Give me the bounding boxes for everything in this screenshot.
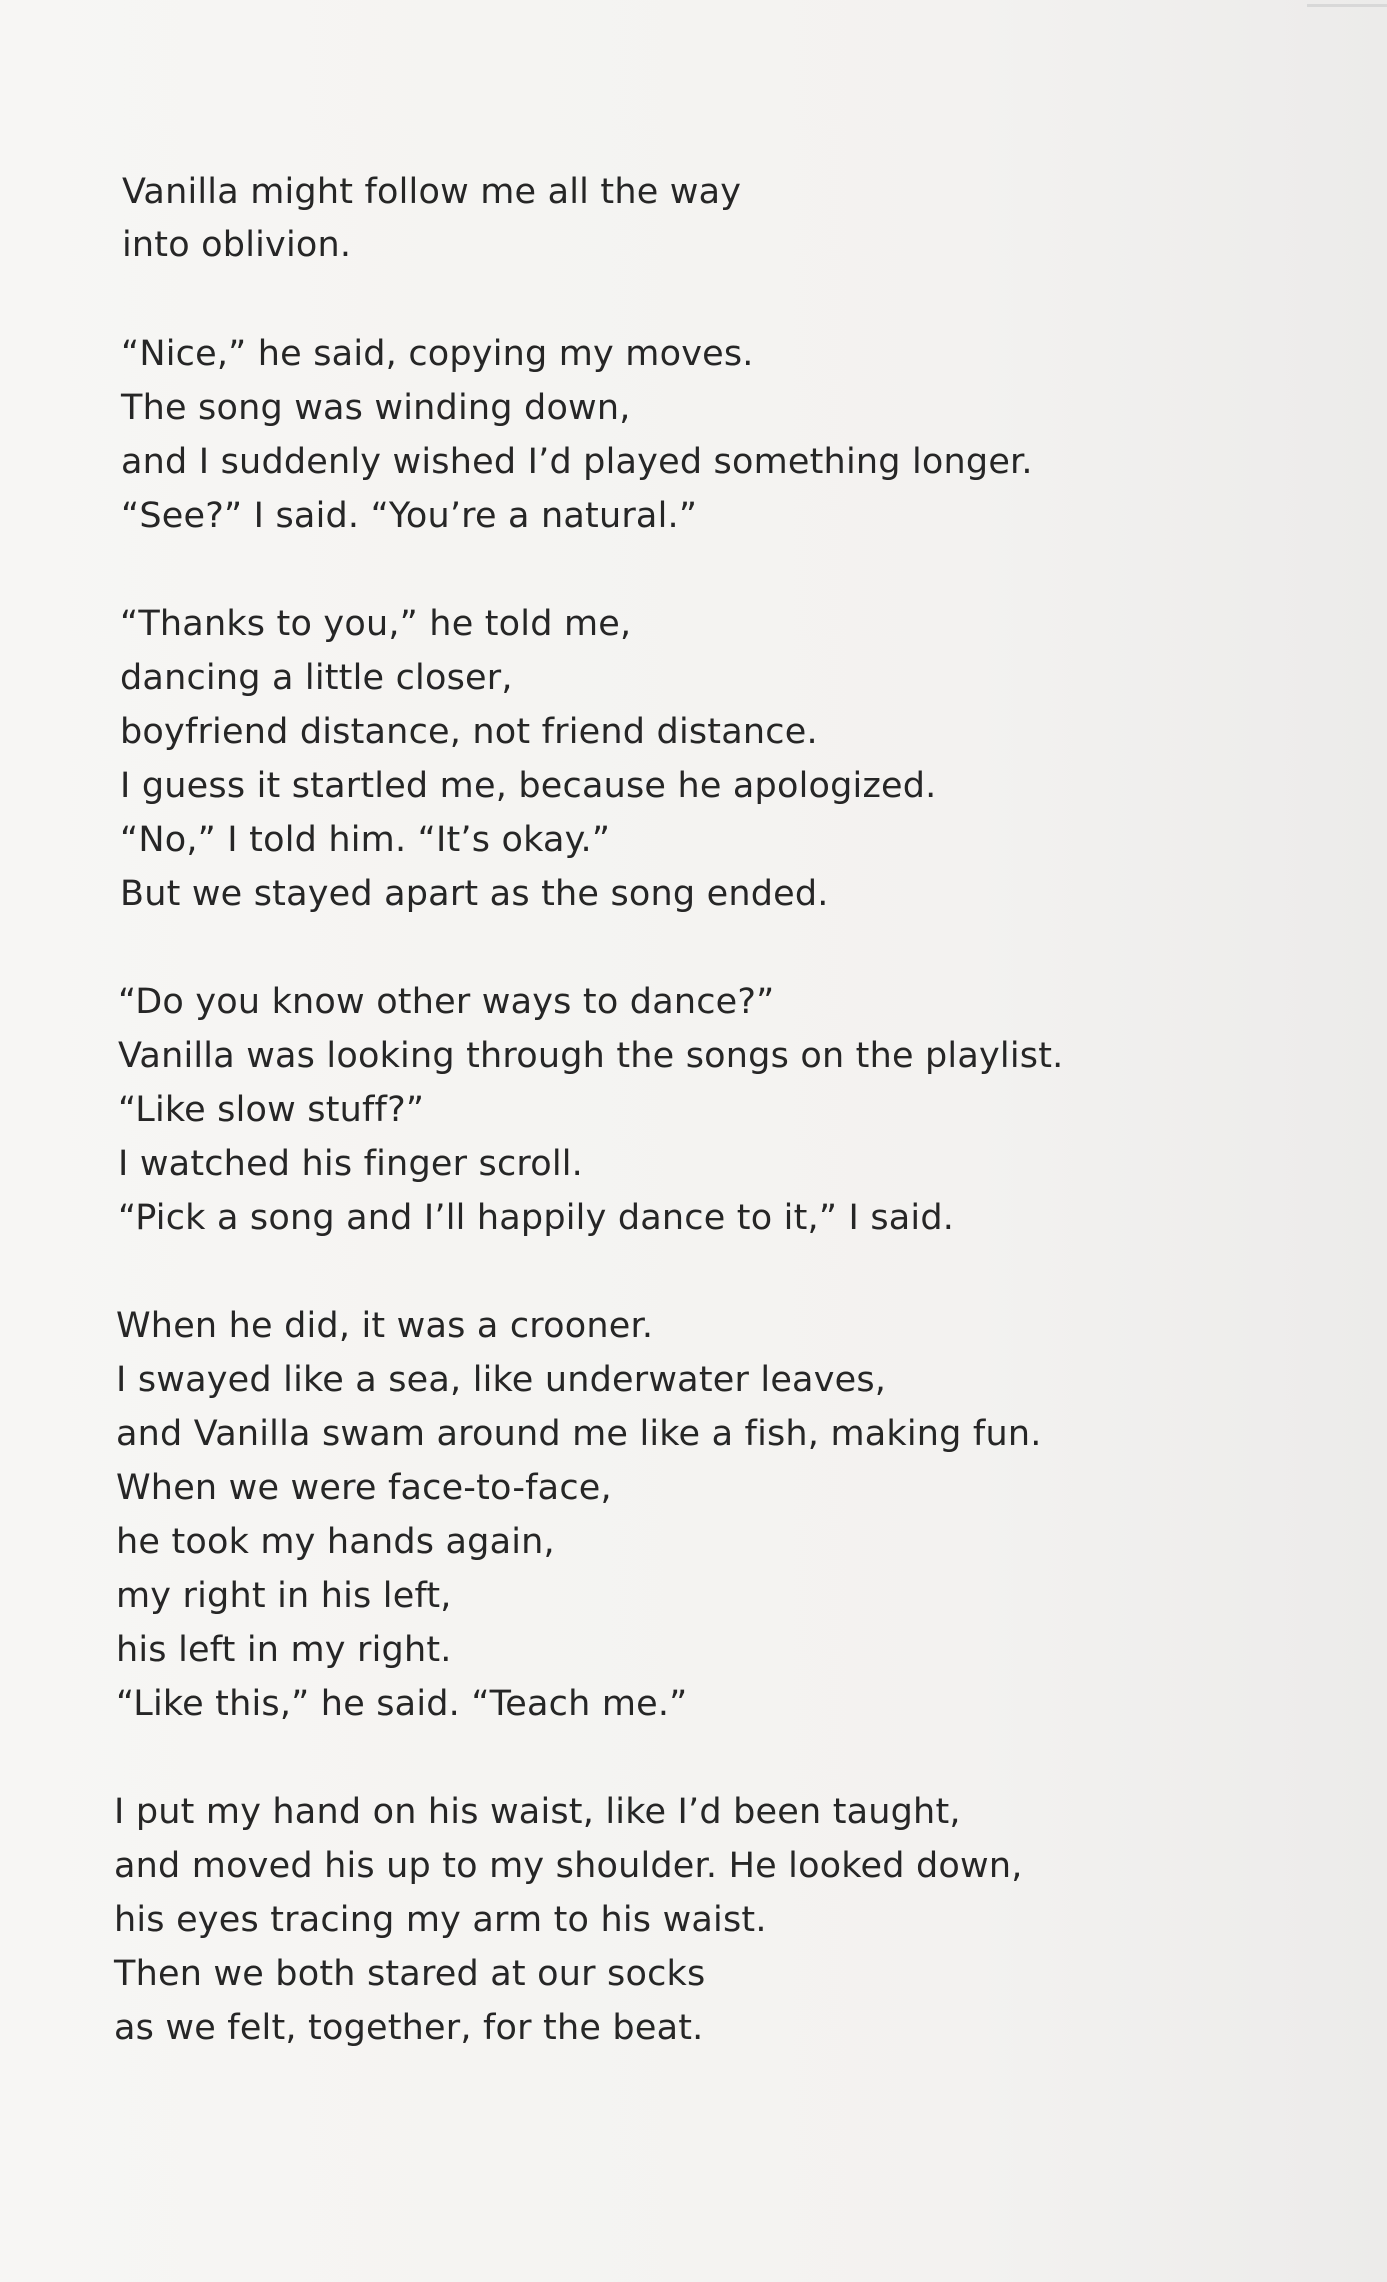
poem-line: I watched his finger scroll. <box>118 1144 583 1184</box>
poem-line: “Do you know other ways to dance?” <box>118 982 775 1022</box>
poem-line: his eyes tracing my arm to his waist. <box>114 1900 767 1940</box>
poem-line: I put my hand on his waist, like I’d been taught, <box>114 1792 961 1832</box>
poem-line: I guess it startled me, because he apologized. <box>120 766 937 806</box>
poem-line: The song was winding down, <box>121 388 631 428</box>
poem-line: dancing a little closer, <box>120 658 513 698</box>
poem-line: into oblivion. <box>122 225 352 265</box>
poem-line: “Like this,” he said. “Teach me.” <box>116 1684 688 1724</box>
poem-line: “Pick a song and I’ll happily dance to it,” I said. <box>118 1198 955 1238</box>
poem-line: and I suddenly wished I’d played something longer. <box>121 442 1033 482</box>
poem-line: When we were face-to-face, <box>116 1468 612 1508</box>
poem-line: “Nice,” he said, copying my moves. <box>121 334 754 374</box>
poem-line: as we felt, together, for the beat. <box>114 2008 704 2048</box>
poem-line: “Like slow stuff?” <box>118 1090 425 1130</box>
poem-line: When he did, it was a crooner. <box>116 1306 654 1346</box>
page-edge-mark <box>1307 4 1387 7</box>
poem-line: boyfriend distance, not friend distance. <box>120 712 818 752</box>
poem-line: “Thanks to you,” he told me, <box>120 604 632 644</box>
poem-line: he took my hands again, <box>116 1522 555 1562</box>
poem-line: I swayed like a sea, like underwater leaves, <box>116 1360 887 1400</box>
poem-line: “No,” I told him. “It’s okay.” <box>120 820 611 860</box>
poem-line: “See?” I said. “You’re a natural.” <box>121 496 698 536</box>
poem-line: and Vanilla swam around me like a fish, making fun. <box>116 1414 1042 1454</box>
poem-line: his left in my right. <box>116 1630 452 1670</box>
poem-line: Then we both stared at our socks <box>114 1954 706 1994</box>
poem-line: and moved his up to my shoulder. He looked down, <box>114 1846 1023 1886</box>
poem-line: Vanilla might follow me all the way <box>122 172 742 212</box>
poem-line: Vanilla was looking through the songs on the playlist. <box>118 1036 1064 1076</box>
poem-line: But we stayed apart as the song ended. <box>120 874 829 914</box>
poem-line: my right in his left, <box>116 1576 452 1616</box>
